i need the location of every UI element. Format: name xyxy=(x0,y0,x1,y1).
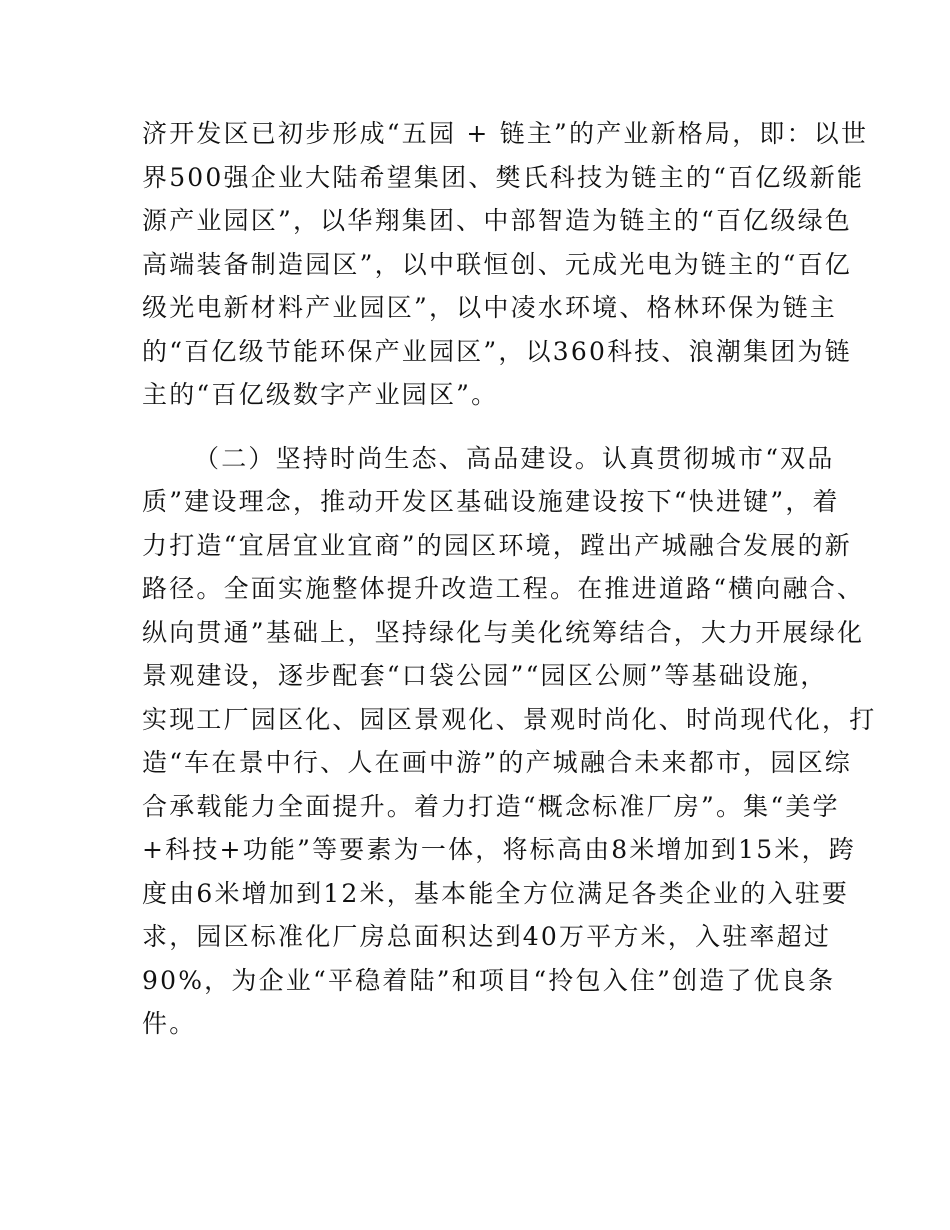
text-line: +科技+功能”等要素为一体，将标高由8米增加到15米，跨 xyxy=(142,835,856,864)
text-line: 源产业园区”，以华翔集团、中部智造为链主的“百亿级绿色 xyxy=(142,206,852,235)
text-line: 造“车在景中行、人在画中游”的产城融合未来都市，园区综 xyxy=(142,748,852,777)
text-line: 90%，为企业“平稳着陆”和项目“拎包入住”创造了优良条 xyxy=(142,965,836,995)
text-line: 质”建设理念，推动开发区基础设施建设按下“快进键”，着 xyxy=(142,487,840,516)
text-line: 级光电新材料产业园区”，以中凌水环境、格林环保为链主 xyxy=(142,293,837,322)
text-line: 界500强企业大陆希望集团、樊氏科技为链主的“百亿级新能 xyxy=(142,162,865,192)
paragraph-industry-layout xyxy=(142,112,869,417)
text-line: 的“百亿级节能环保产业园区”，以360科技、浪潮集团为链 xyxy=(142,336,852,366)
text-line: 求，园区标准化厂房总面积达到40万平方米，入驻率超过 xyxy=(142,922,832,951)
text-line: 主的“百亿级数字产业园区”。 xyxy=(142,380,499,409)
paragraph-ecology-construction xyxy=(142,437,877,1046)
text-line: （二）坚持时尚生态、高品建设。认真贯彻城市“双品 xyxy=(194,443,835,473)
text-line: 实现工厂园区化、园区景观化、景观时尚化、时尚现代化，打 xyxy=(142,704,877,734)
text-line: 度由6米增加到12米，基本能全方位满足各类企业的入驻要 xyxy=(142,878,850,908)
paragraph-spacer xyxy=(142,417,822,437)
text-line: 济开发区已初步形成“五园 + 链主”的产业新格局，即：以世 xyxy=(142,119,869,148)
text-line: 路径。全面实施整体提升改造工程。在推进道路“横向融合、 xyxy=(142,574,865,603)
text-line: 力打造“宜居宜业宜商”的园区环境，蹚出产城融合发展的新 xyxy=(142,530,852,560)
text-line: 件。 xyxy=(142,1009,197,1038)
text-line: 高端装备制造园区”，以中联恒创、元成光电为链主的“百亿 xyxy=(142,249,852,279)
text-line: 合承载能力全面提升。着力打造“概念标准厂房”。集“美学 xyxy=(142,791,840,821)
document-body xyxy=(142,112,877,1046)
text-line: 纵向贯通”基础上，坚持绿化与美化统筹结合，大力开展绿化 xyxy=(142,617,865,647)
text-line: 景观建设，逐步配套“口袋公园”“园区公厕”等基础设施， xyxy=(142,661,828,690)
